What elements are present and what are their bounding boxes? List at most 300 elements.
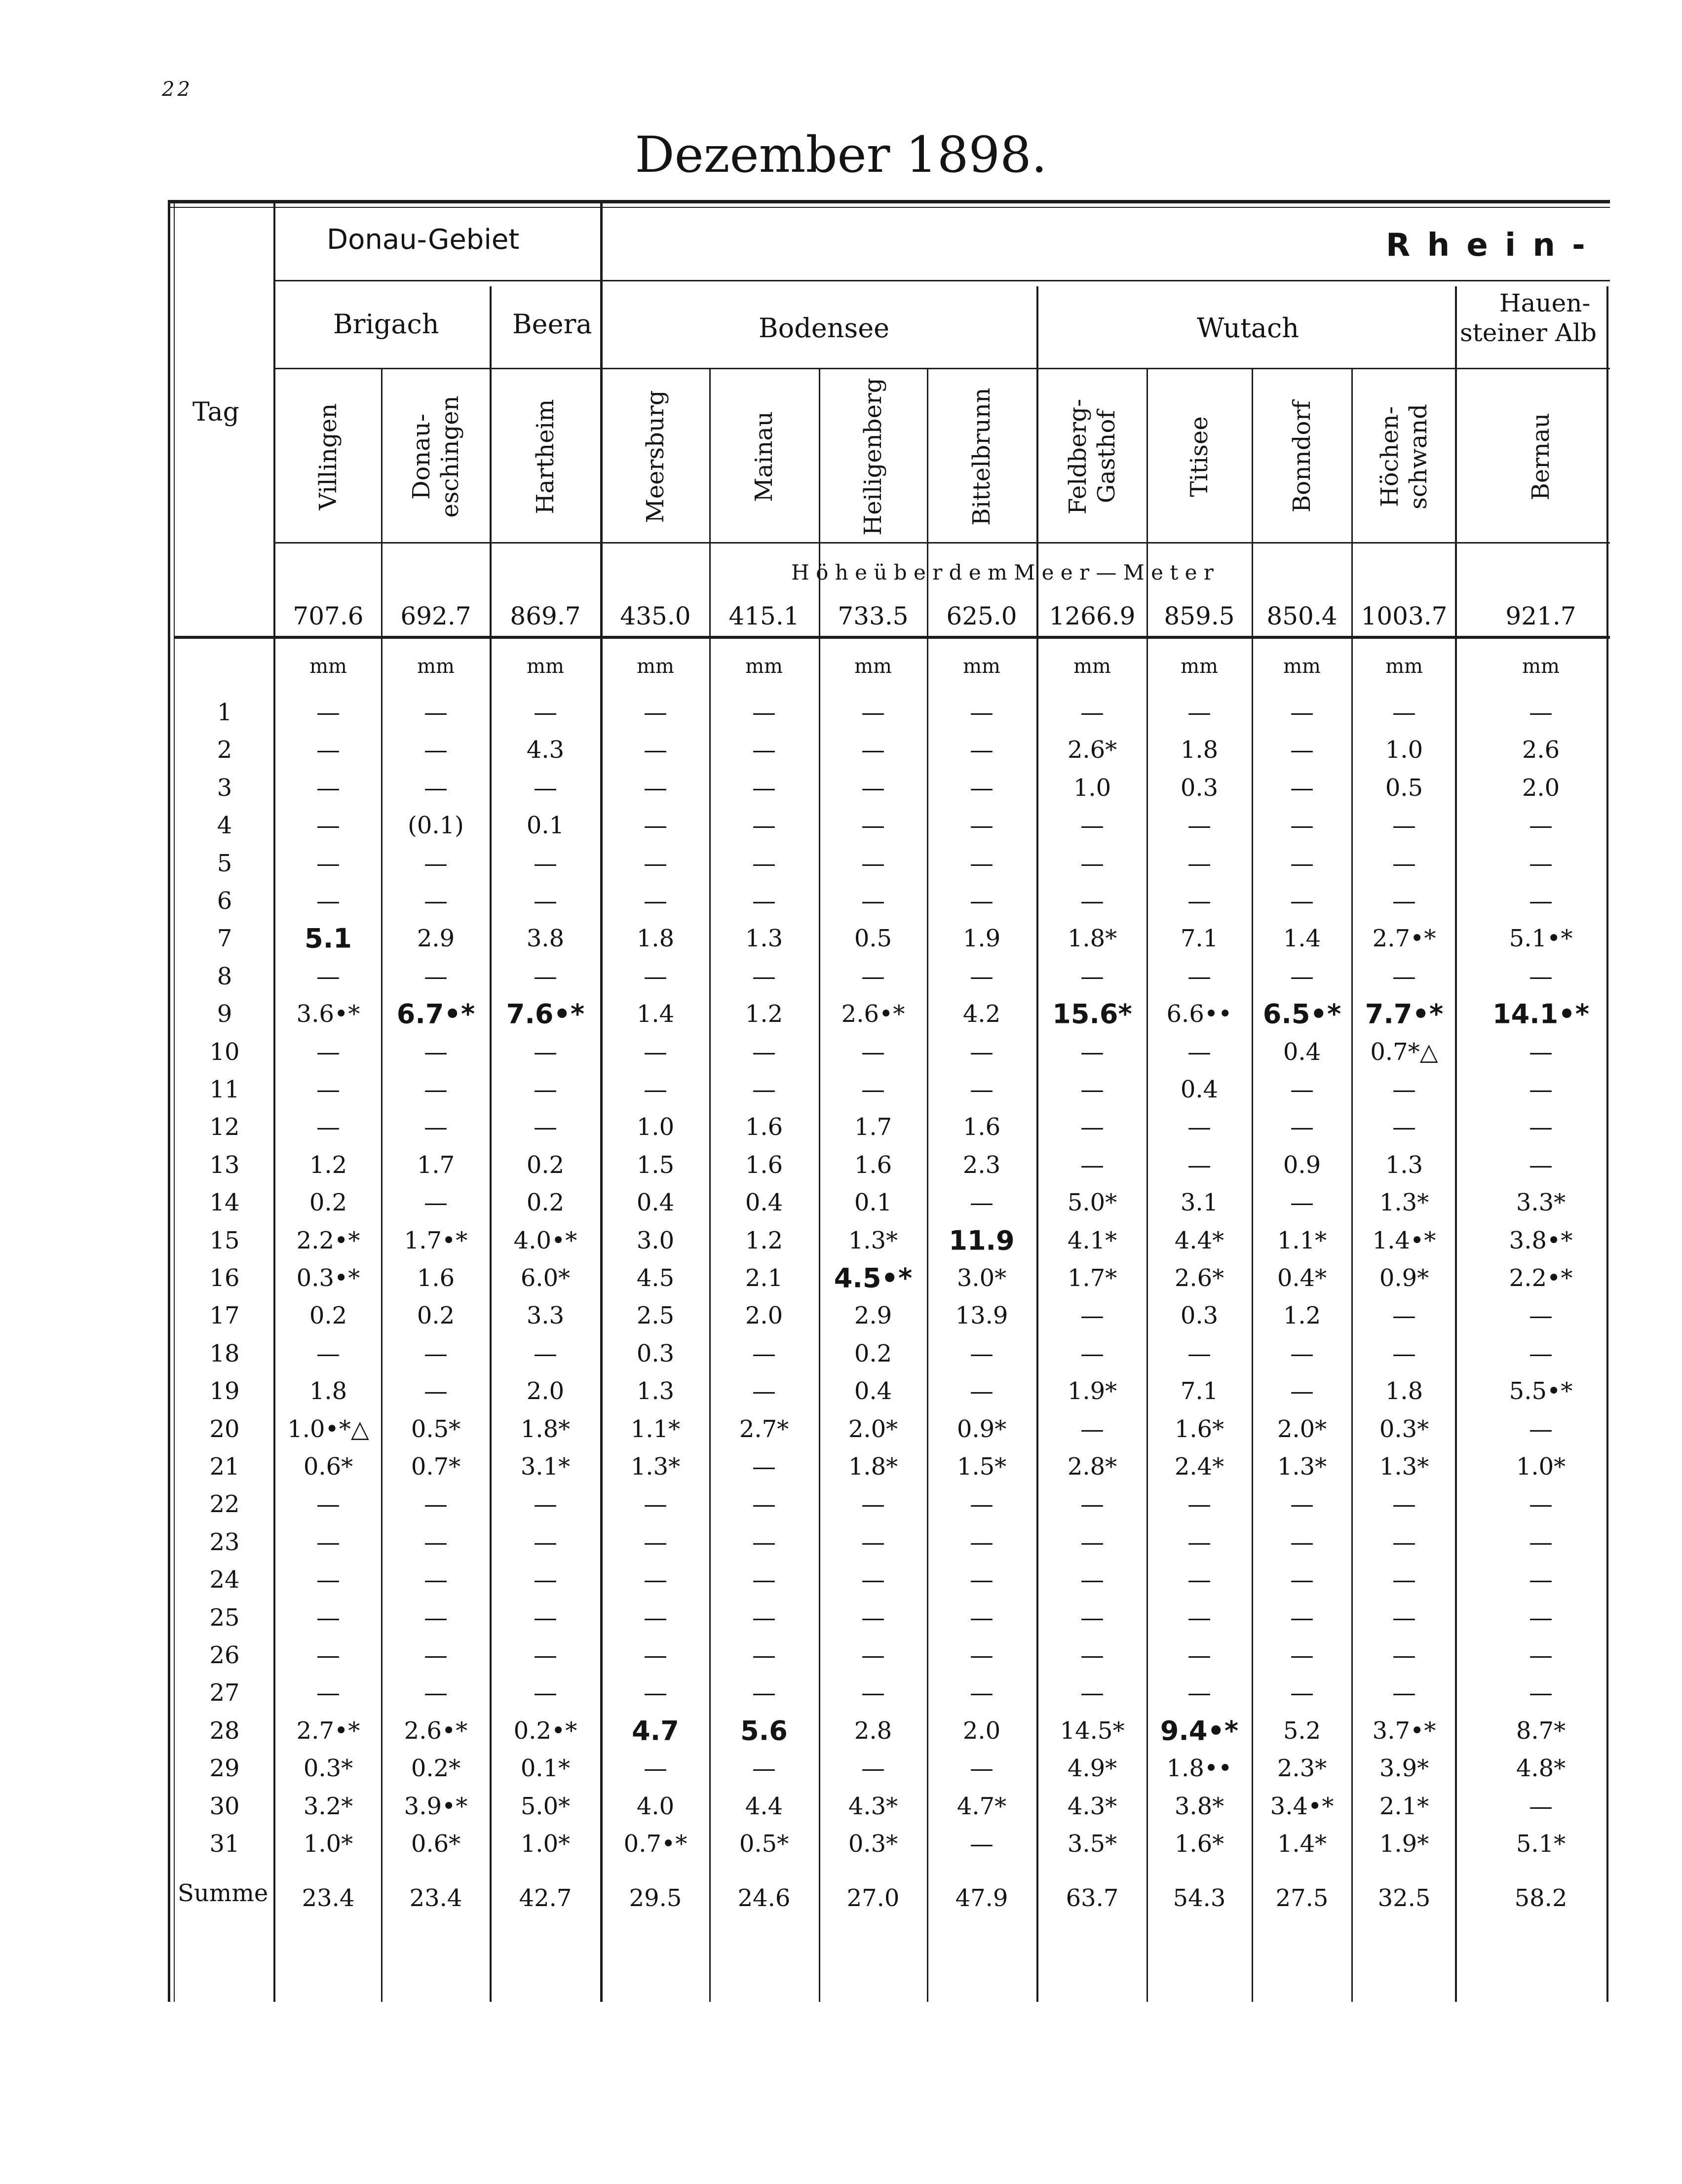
table-cell: 4.3* <box>1067 1792 1117 1820</box>
table-cell: 6.6•• <box>1166 1000 1232 1028</box>
table-cell: — <box>644 736 667 764</box>
table-cell: 1.7•* <box>404 1226 468 1254</box>
table-cell: — <box>970 1755 994 1783</box>
table-cell: — <box>424 1566 448 1594</box>
table-cell: — <box>1529 1076 1553 1103</box>
table-cell: 0.2 <box>526 1189 565 1217</box>
table-cell: 0.6* <box>411 1830 461 1858</box>
table-cell: — <box>1392 1076 1416 1103</box>
table-cell: — <box>1290 1377 1314 1405</box>
table-cell: — <box>1080 1603 1104 1632</box>
day-number: 27 <box>209 1679 240 1707</box>
table-cell: — <box>1529 1339 1553 1367</box>
table-cell: — <box>424 887 448 915</box>
table-cell: 7.6•* <box>506 998 585 1030</box>
table-cell: — <box>1392 1339 1416 1367</box>
table-cell: 6.7•* <box>396 998 475 1030</box>
table-cell: 1.7* <box>1067 1264 1117 1292</box>
table-cell: 6.5•* <box>1262 998 1341 1030</box>
table-cell: 1.4 <box>1283 925 1321 953</box>
day-number: 5 <box>217 849 232 877</box>
table-cell: 3.6•* <box>296 1000 360 1028</box>
table-cell: — <box>1187 1038 1211 1066</box>
summe-value: 27.0 <box>846 1884 900 1912</box>
col-rule-9 <box>1252 368 1253 2002</box>
summe-value: 23.4 <box>302 1884 355 1912</box>
table-cell: 1.6 <box>745 1151 783 1179</box>
table-cell: — <box>752 812 776 840</box>
table-cell: — <box>752 1755 776 1783</box>
table-cell: — <box>424 1038 448 1066</box>
unit-label: mm <box>1522 655 1560 678</box>
table-cell: — <box>644 699 667 726</box>
table-cell: — <box>752 1076 776 1103</box>
summe-label: Summe <box>178 1879 268 1907</box>
table-cell: 2.7•* <box>296 1716 360 1745</box>
table-cell: 13.9 <box>955 1302 1008 1330</box>
table-cell: — <box>1529 1679 1553 1707</box>
table-cell: 0.2•* <box>513 1716 577 1745</box>
table-cell: 2.0 <box>1522 774 1560 802</box>
table-cell: 3.3 <box>526 1302 565 1330</box>
table-cell: — <box>424 1189 448 1217</box>
table-cell: — <box>1392 1679 1416 1707</box>
table-cell: 2.0* <box>848 1415 898 1443</box>
station-name: Heiligenberg <box>859 378 887 536</box>
table-cell: — <box>970 1641 994 1669</box>
table-cell: — <box>1080 1490 1104 1519</box>
summe-value: 58.2 <box>1514 1884 1567 1912</box>
table-cell: 4.5•* <box>834 1262 913 1294</box>
table-cell: — <box>424 1076 448 1103</box>
header-rule-3 <box>275 542 1610 544</box>
table-cell: 2.4* <box>1174 1453 1224 1481</box>
table-top-rule-thin <box>168 207 1610 208</box>
table-cell: — <box>316 774 340 802</box>
table-cell: 0.4 <box>636 1189 675 1217</box>
table-cell: 1.9 <box>962 925 1001 953</box>
table-cell: 0.2 <box>526 1151 565 1179</box>
table-cell: — <box>1290 1528 1314 1556</box>
table-cell: — <box>424 1641 448 1669</box>
table-cell: 1.1* <box>1277 1226 1327 1254</box>
table-cell: 1.8 <box>309 1377 347 1405</box>
day-number: 8 <box>217 962 232 990</box>
table-cell: 7.7•* <box>1365 998 1444 1030</box>
group-beera: Beera <box>512 309 592 340</box>
table-cell: — <box>644 1490 667 1519</box>
table-cell: — <box>644 1755 667 1783</box>
table-cell: — <box>534 1113 557 1141</box>
table-cell: 3.0 <box>636 1226 675 1254</box>
table-cell: 2.0 <box>962 1716 1001 1745</box>
table-cell: — <box>1290 1189 1314 1217</box>
table-cell: — <box>1187 1679 1211 1707</box>
table-cell: — <box>1080 812 1104 840</box>
table-cell: — <box>424 849 448 877</box>
table-cell: — <box>316 736 340 764</box>
table-cell: 1.3 <box>636 1377 675 1405</box>
table-cell: 0.9 <box>1283 1151 1321 1179</box>
table-cell: — <box>644 1528 667 1556</box>
table-cell: — <box>316 1528 340 1556</box>
table-cell: — <box>1080 1641 1104 1669</box>
table-cell: — <box>1080 1339 1104 1367</box>
table-cell: 2.2•* <box>1509 1264 1573 1292</box>
table-cell: — <box>1290 1566 1314 1594</box>
tag-header: Tag <box>192 397 239 427</box>
table-cell: 0.1 <box>526 812 565 840</box>
table-cell: 2.8 <box>854 1716 892 1745</box>
day-number: 17 <box>209 1302 240 1330</box>
table-cell: 1.3* <box>1379 1189 1429 1217</box>
table-cell: — <box>316 849 340 877</box>
table-cell: — <box>534 1339 557 1367</box>
table-cell: — <box>1187 699 1211 726</box>
table-cell: — <box>534 1603 557 1632</box>
table-cell: 5.6 <box>740 1715 788 1747</box>
table-cell: — <box>752 1528 776 1556</box>
group-hauensteiner-alb-2: steiner Alb <box>1460 318 1597 347</box>
table-cell: 5.5•* <box>1509 1377 1573 1405</box>
table-cell: — <box>970 1830 994 1858</box>
station-name: Meersburg <box>642 390 669 523</box>
table-cell: — <box>1529 812 1553 840</box>
table-cell: — <box>1080 1528 1104 1556</box>
day-number: 22 <box>209 1490 240 1519</box>
table-cell: — <box>752 1603 776 1632</box>
table-cell: 2.7* <box>739 1415 789 1443</box>
table-cell: 0.3•* <box>296 1264 360 1292</box>
table-cell: 4.0 <box>636 1792 675 1820</box>
table-cell: — <box>424 1377 448 1405</box>
table-cell: — <box>1529 1490 1553 1519</box>
table-cell: 1.8 <box>1385 1377 1423 1405</box>
table-cell: 0.1 <box>854 1189 892 1217</box>
day-number: 25 <box>209 1603 240 1632</box>
day-number: 18 <box>209 1339 240 1367</box>
table-cell: — <box>1529 699 1553 726</box>
summe-value: 47.9 <box>955 1884 1008 1912</box>
table-cell: 2.0 <box>526 1377 565 1405</box>
table-cell: — <box>644 1641 667 1669</box>
table-cell: 4.3 <box>526 736 565 764</box>
unit-label: mm <box>854 655 892 678</box>
table-cell: 2.9 <box>417 925 455 953</box>
table-cell: — <box>1529 962 1553 990</box>
station-elevation: 850.4 <box>1266 602 1338 630</box>
day-number: 23 <box>209 1528 240 1556</box>
table-cell: 0.6* <box>303 1453 353 1481</box>
table-cell: 0.7* <box>411 1453 461 1481</box>
table-cell: 8.7* <box>1516 1716 1566 1745</box>
table-cell: — <box>1080 1151 1104 1179</box>
table-cell: 1.0* <box>303 1830 353 1858</box>
station-elevation: 921.7 <box>1505 602 1576 630</box>
table-cell: — <box>424 1603 448 1632</box>
station-elevation: 1266.9 <box>1049 602 1136 630</box>
table-cell: — <box>644 1603 667 1632</box>
table-cell: 0.3* <box>848 1830 898 1858</box>
table-cell: — <box>752 849 776 877</box>
table-cell: — <box>316 1679 340 1707</box>
table-cell: — <box>534 1490 557 1519</box>
table-cell: — <box>970 962 994 990</box>
table-cell: 7.1 <box>1180 925 1219 953</box>
table-cell: 1.2 <box>745 1000 783 1028</box>
table-cell: 2.1* <box>1379 1792 1429 1820</box>
table-cell: 0.5 <box>854 925 892 953</box>
table-cell: — <box>534 1528 557 1556</box>
col-rule-wutach-alb <box>1455 286 1457 2002</box>
table-cell: — <box>752 887 776 915</box>
station-elevation: 415.1 <box>728 602 800 630</box>
table-cell: 1.2 <box>309 1151 347 1179</box>
table-cell: — <box>534 887 557 915</box>
station-name: Donau- eschingen <box>408 395 464 518</box>
table-cell: — <box>316 887 340 915</box>
station-elevation: 1003.7 <box>1361 602 1448 630</box>
col-rule-5 <box>819 368 820 2002</box>
table-cell: — <box>970 1076 994 1103</box>
table-cell: 0.2* <box>411 1755 461 1783</box>
table-cell: — <box>534 774 557 802</box>
table-cell: 0.3* <box>1379 1415 1429 1443</box>
table-cell: 2.7•* <box>1372 925 1436 953</box>
table-cell: — <box>1080 887 1104 915</box>
station-elevation: 435.0 <box>620 602 691 630</box>
table-cell: 1.6 <box>854 1151 892 1179</box>
table-cell: — <box>1080 849 1104 877</box>
table-cell: — <box>970 1679 994 1707</box>
table-cell: — <box>1080 1038 1104 1066</box>
table-cell: 3.8 <box>526 925 565 953</box>
station-name: Bittelbrunn <box>968 388 995 526</box>
table-cell: — <box>861 1679 885 1707</box>
table-cell: — <box>861 1076 885 1103</box>
table-cell: — <box>970 812 994 840</box>
table-cell: 0.5 <box>1385 774 1423 802</box>
day-number: 16 <box>209 1264 240 1292</box>
table-cell: — <box>316 1113 340 1141</box>
table-cell: — <box>1529 1792 1553 1820</box>
summe-value: 32.5 <box>1377 1884 1431 1912</box>
table-cell: 1.0 <box>636 1113 675 1141</box>
table-cell: 0.5* <box>739 1830 789 1858</box>
table-cell: 1.0* <box>1516 1453 1566 1481</box>
table-left-rule <box>168 200 170 2002</box>
table-cell: — <box>316 962 340 990</box>
col-rule-8 <box>1147 368 1148 2002</box>
table-cell: 3.8* <box>1174 1792 1224 1820</box>
station-name: Bonndorf <box>1288 400 1316 513</box>
table-cell: 0.5* <box>411 1415 461 1443</box>
table-cell: 2.6 <box>1522 736 1560 764</box>
table-cell: 1.4* <box>1277 1830 1327 1858</box>
table-cell: 4.8* <box>1516 1755 1566 1783</box>
day-number: 31 <box>209 1830 240 1858</box>
table-cell: 0.3 <box>1180 774 1219 802</box>
table-cell: 3.7•* <box>1372 1716 1436 1745</box>
day-number: 10 <box>209 1038 240 1066</box>
table-cell: — <box>1392 887 1416 915</box>
table-cell: 6.0* <box>520 1264 571 1292</box>
table-cell: — <box>1290 1641 1314 1669</box>
table-cell: 1.1* <box>630 1415 681 1443</box>
table-cell: — <box>424 962 448 990</box>
table-cell: 2.0* <box>1277 1415 1327 1443</box>
table-cell: — <box>644 1679 667 1707</box>
day-number: 29 <box>209 1755 240 1783</box>
table-cell: 0.9* <box>1379 1264 1429 1292</box>
table-cell: — <box>861 812 885 840</box>
table-cell: — <box>1187 812 1211 840</box>
table-cell: — <box>1290 1603 1314 1632</box>
elevation-caption: H ö h e ü b e r d e m M e e r — M e t e r <box>791 560 1214 585</box>
unit-label: mm <box>309 655 347 678</box>
day-number: 28 <box>209 1716 240 1745</box>
table-cell: — <box>752 774 776 802</box>
table-cell: — <box>970 736 994 764</box>
table-cell: — <box>1290 1113 1314 1141</box>
table-cell: — <box>970 699 994 726</box>
table-cell: — <box>1080 1076 1104 1103</box>
rhein-header: R h e i n - <box>1386 227 1588 264</box>
unit-label: mm <box>745 655 783 678</box>
summe-value: 23.4 <box>409 1884 462 1912</box>
table-cell: 0.4 <box>745 1189 783 1217</box>
table-cell: — <box>1187 887 1211 915</box>
table-cell: 3.5* <box>1067 1830 1117 1858</box>
table-cell: 1.3 <box>745 925 783 953</box>
day-number: 1 <box>217 699 232 726</box>
table-cell: 0.2 <box>309 1302 347 1330</box>
table-cell: 3.0* <box>956 1264 1007 1292</box>
day-number: 2 <box>217 736 232 764</box>
table-left-rule-thin <box>174 200 175 2002</box>
unit-label: mm <box>637 655 674 678</box>
table-cell: — <box>644 849 667 877</box>
table-cell: — <box>1187 1641 1211 1669</box>
table-cell: — <box>316 699 340 726</box>
table-cell: 1.0* <box>520 1830 571 1858</box>
table-cell: 4.2 <box>962 1000 1001 1028</box>
station-name: Bernau <box>1527 413 1555 501</box>
table-cell: — <box>424 1490 448 1519</box>
table-cell: 5.2 <box>1283 1716 1321 1745</box>
table-cell: — <box>1080 1566 1104 1594</box>
station-elevation: 859.5 <box>1164 602 1235 630</box>
table-cell: 7.1 <box>1180 1377 1219 1405</box>
table-cell: — <box>1529 1415 1553 1443</box>
table-cell: — <box>1529 1113 1553 1141</box>
table-cell: — <box>1529 1603 1553 1632</box>
day-number: 14 <box>209 1189 240 1217</box>
table-cell: — <box>1392 1302 1416 1330</box>
table-cell: — <box>970 1377 994 1405</box>
table-cell: 0.3 <box>1180 1302 1219 1330</box>
station-name: Titisee <box>1185 416 1213 497</box>
table-cell: — <box>861 849 885 877</box>
table-cell: — <box>1529 1151 1553 1179</box>
table-cell: 1.2 <box>1283 1302 1321 1330</box>
table-cell: — <box>534 699 557 726</box>
table-cell: — <box>970 1339 994 1367</box>
table-cell: — <box>644 1076 667 1103</box>
table-cell: — <box>1080 1302 1104 1330</box>
table-cell: 3.9•* <box>404 1792 468 1820</box>
table-cell: — <box>316 1603 340 1632</box>
table-cell: — <box>861 887 885 915</box>
summe-value: 63.7 <box>1066 1884 1119 1912</box>
unit-label: mm <box>1073 655 1111 678</box>
table-cell: — <box>1529 1038 1553 1066</box>
day-number: 9 <box>217 1000 232 1028</box>
table-cell: 0.4 <box>854 1377 892 1405</box>
table-cell: — <box>534 1038 557 1066</box>
table-cell: — <box>424 1339 448 1367</box>
table-cell: — <box>752 1566 776 1594</box>
station-name: Villingen <box>314 403 342 510</box>
table-cell: — <box>1529 1641 1553 1669</box>
table-cell: — <box>1529 887 1553 915</box>
table-cell: 4.0•* <box>513 1226 577 1254</box>
table-cell: — <box>424 1113 448 1141</box>
day-number: 20 <box>209 1415 240 1443</box>
table-cell: 2.6* <box>1174 1264 1224 1292</box>
table-cell: 5.0* <box>1067 1189 1117 1217</box>
table-cell: — <box>424 774 448 802</box>
table-cell: — <box>970 774 994 802</box>
table-cell: 1.6* <box>1174 1415 1224 1443</box>
col-rule-2 <box>490 286 492 2002</box>
col-rule-6 <box>927 368 928 2002</box>
table-cell: — <box>1187 962 1211 990</box>
table-cell: 15.6* <box>1052 998 1132 1030</box>
table-cell: — <box>1392 1603 1416 1632</box>
table-cell: — <box>1290 699 1314 726</box>
day-number: 15 <box>209 1226 240 1254</box>
table-cell: 4.4* <box>1174 1226 1224 1254</box>
table-cell: — <box>1187 1151 1211 1179</box>
table-cell: — <box>1392 812 1416 840</box>
table-cell: — <box>861 774 885 802</box>
day-number: 3 <box>217 774 232 802</box>
table-cell: 1.7 <box>854 1113 892 1141</box>
table-cell: 1.4 <box>636 1000 675 1028</box>
table-cell: — <box>970 1189 994 1217</box>
table-cell: — <box>752 1038 776 1066</box>
table-cell: 0.3* <box>303 1755 353 1783</box>
table-cell: — <box>1290 962 1314 990</box>
table-cell: 1.0 <box>1385 736 1423 764</box>
table-cell: 11.9 <box>949 1225 1015 1256</box>
table-cell: — <box>316 1490 340 1519</box>
table-cell: 0.9* <box>956 1415 1007 1443</box>
table-cell: 0.4 <box>1283 1038 1321 1066</box>
table-cell: 1.5 <box>636 1151 675 1179</box>
day-number: 19 <box>209 1377 240 1405</box>
unit-label: mm <box>527 655 564 678</box>
group-bodensee: Bodensee <box>759 312 890 344</box>
table-cell: — <box>1187 1339 1211 1367</box>
table-cell: — <box>1392 699 1416 726</box>
table-cell: — <box>534 1679 557 1707</box>
table-cell: — <box>1080 1415 1104 1443</box>
table-cell: — <box>1187 1528 1211 1556</box>
table-cell: 2.2•* <box>296 1226 360 1254</box>
station-name: Feldberg- Gasthof <box>1064 398 1120 515</box>
